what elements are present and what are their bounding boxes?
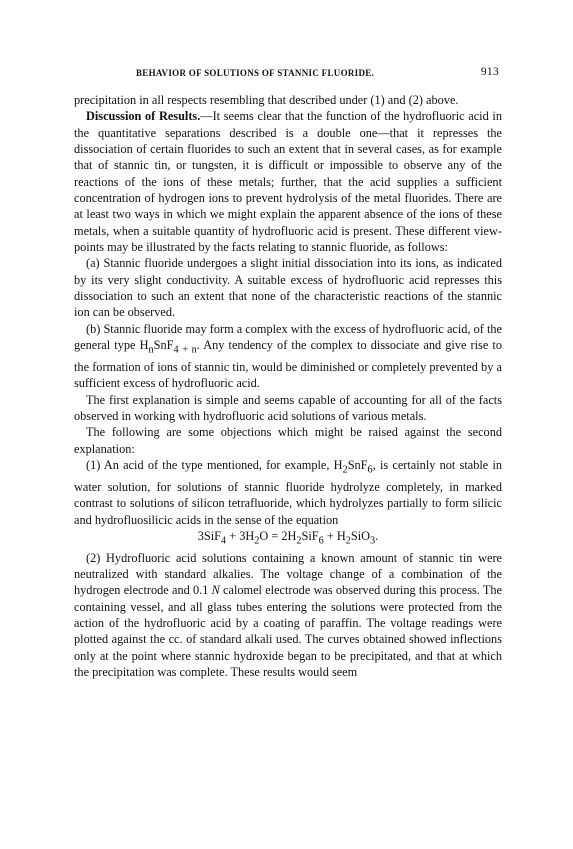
page-number: 913 — [480, 66, 499, 78]
paragraph-discussion: Discussion of Results.—It seems clear that the function of the hydrofluoric acid in the quantitative separations described is a double one—that it represses the dissociation of certain fluorides to such an extent that in several cases, as for example that of stannic tin, or tungsten, it is difficult or impossible to observe any of the reactions of the ions of these metals; further, that the acid supplies a sufficient concentration of hydrogen ions to prevent hydrolysis of the metal fluorides. There are at least two ways in which we might explain the apparent absence of the ions of these metals, when a suitable quantity of hydrofluoric acid is present. These different view-points may be illustrated by the facts relating to stannic fluoride, as follows: — [74, 109, 502, 255]
section-heading: Discussion of Results. — [86, 109, 201, 124]
paragraph-explanation-a: (a) Stannic fluoride undergoes a slight initial dissociation into its ions, as indicated by its very slight conductivity. A suitable excess of hydrofluoric acid represses this dissociation to such an extent that none of the characteristic reactions of the stannic ion can be observed. — [74, 256, 502, 320]
chemical-equation: $3SiF_4 + 3H_2O = 2H_2SiF_6 + H_2SiO_3$. — [197, 528, 379, 547]
paragraph-objection-2: (2) Hydrofluoric acid solutions containing a known amount of stannic tin were neutralized with standard alkalies. The voltage change of a combination of the hydrogen electrode and 0.1 N calomel electrode was observed during this process. The containing vessel, and all glass tubes entering the solutions were protected from the action of the hydrofluoric acid by a coating of paraffin. The voltage readings were plotted against the cc. of standard alkali used. The curves obtained showed inflections only at the point where stannic hydroxide began to be precipitated, and that at which the precipitation was complete. These results would seem — [74, 550, 502, 680]
body-text — [74, 92, 502, 680]
paragraph-continuation: precipitation in all respects resembling that described under (1) and (2) above. — [74, 93, 459, 107]
running-title: BEHAVIOR OF SOLUTIONS OF STANNIC FLUORIDE. — [136, 68, 375, 78]
running-head — [74, 66, 499, 82]
paragraph-objection-1: (1) An acid of the type mentioned, for example, $H_2SnF_6$, is certainly not stable in water solution, for solutions of stannic fluoride hydrolyze completely, in marked contrast to solutions of silicon tetrafluoride, which hydrolyzes partially to form silicic and hydrofluosilicic acids in the sense of the equation — [74, 458, 503, 527]
paragraph-objections-intro: The following are some objections which might be raised against the second explanation: — [74, 425, 502, 456]
paragraph-first-explanation: The first explanation is simple and seems capable of accounting for all of the facts observed in working with hydrofluoric acid solutions of various metals. — [74, 392, 502, 423]
paragraph-explanation-b: (b) Stannic fluoride may form a complex with the excess of hydrofluoric acid, of the general type $H_nSnF_{4 + n}$. Any tendency of the complex to dissociate and give rise to the formation of ions of stannic tin, would be diminished or completely prevented by a sufficient excess of hydrofluoric acid. — [74, 321, 502, 391]
